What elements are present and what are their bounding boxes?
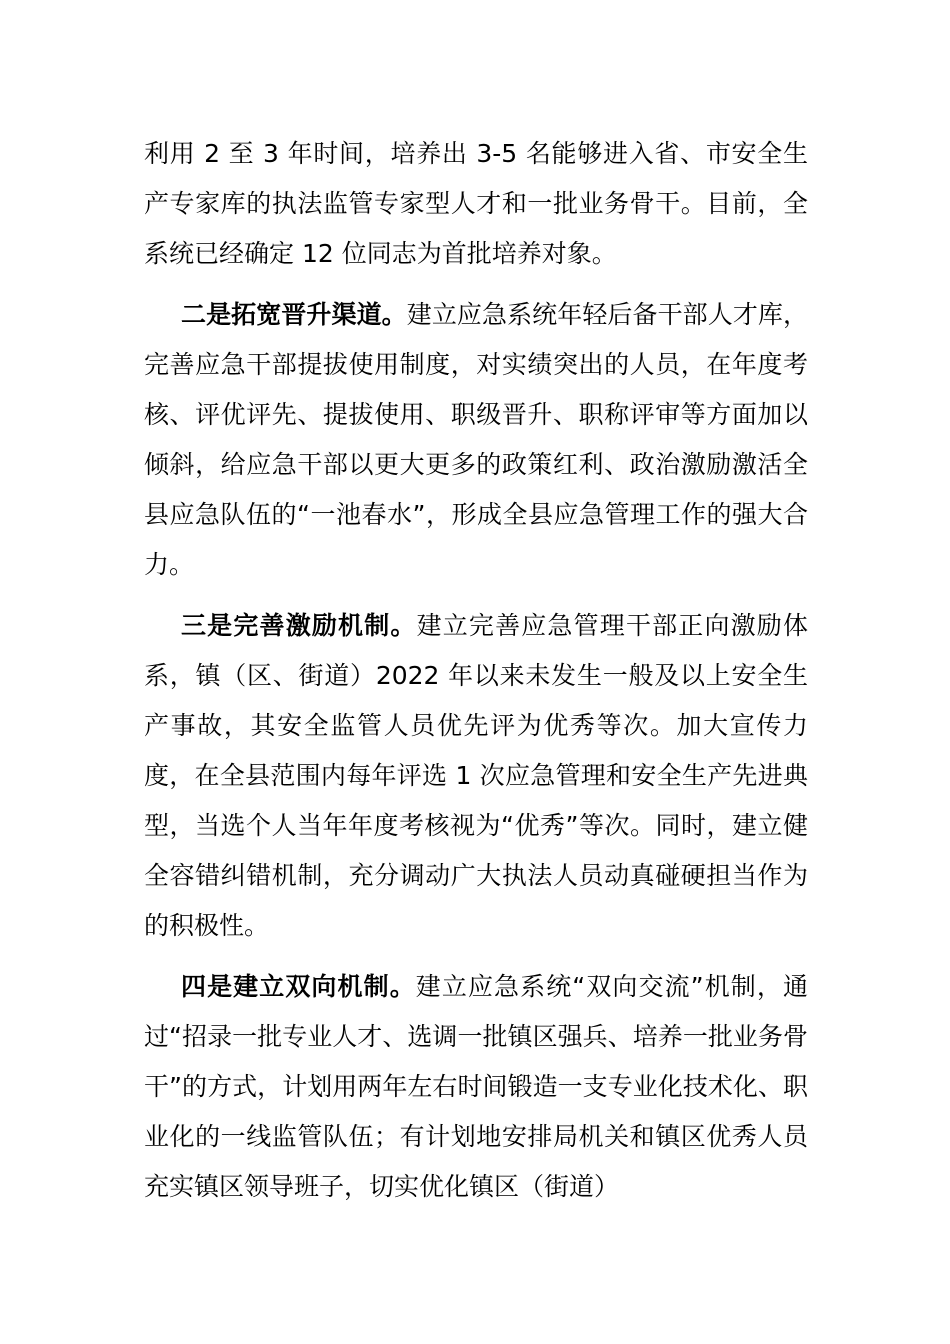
document-page: [144, 129, 808, 1212]
paragraph-3-lead: 三是完善激励机制。: [181, 611, 417, 640]
paragraph-2-lead: 二是拓宽晋升渠道。: [181, 300, 407, 329]
paragraph-3-text: 建立完善应急管理干部正向激励体系，镇（区、街道）2022 年以来未发生一般及以上安全生产事故，其安全监管人员优先评为优秀等次。加大宣传力度，在全县范围内每年评选 1 次应急管理和安全生产先进典型，当选个人当年年度考核视为“优秀”等次。同时，建立健全容错纠错机制，充分调动广大执法人员动真碰硬担当作为的积极性。: [144, 611, 808, 940]
paragraph-2-promotion-channels: [144, 290, 808, 590]
paragraph-1-text: 利用 2 至 3 年时间，培养出 3-5 名能够进入省、市安全生产专家库的执法监管专家型人才和一批业务骨干。目前，全系统已经确定 12 位同志为首批培养对象。: [144, 139, 808, 268]
paragraph-2-text: 建立应急系统年轻后备干部人才库，完善应急干部提拔使用制度，对实绩突出的人员，在年度考核、评优评先、提拔使用、职级晋升、职称评审等方面加以倾斜，给应急干部以更大更多的政策红利、政治激励激活全县应急队伍的“一池春水”，形成全县应急管理工作的强大合力。: [144, 300, 808, 579]
paragraph-4-lead: 四是建立双向机制。: [181, 972, 416, 1001]
paragraph-4-two-way-mechanism: [144, 962, 808, 1212]
paragraph-3-incentive-mechanism: [144, 601, 808, 951]
paragraph-4-text: 建立应急系统“双向交流”机制，通过“招录一批专业人才、选调一批镇区强兵、培养一批业务骨干”的方式，计划用两年左右时间锻造一支专业化技术化、职业化的一线监管队伍；有计划地安排局机关和镇区优秀人员充实镇区领导班子，切实优化镇区（街道）: [144, 972, 808, 1201]
paragraph-1-continuation: [144, 129, 808, 279]
